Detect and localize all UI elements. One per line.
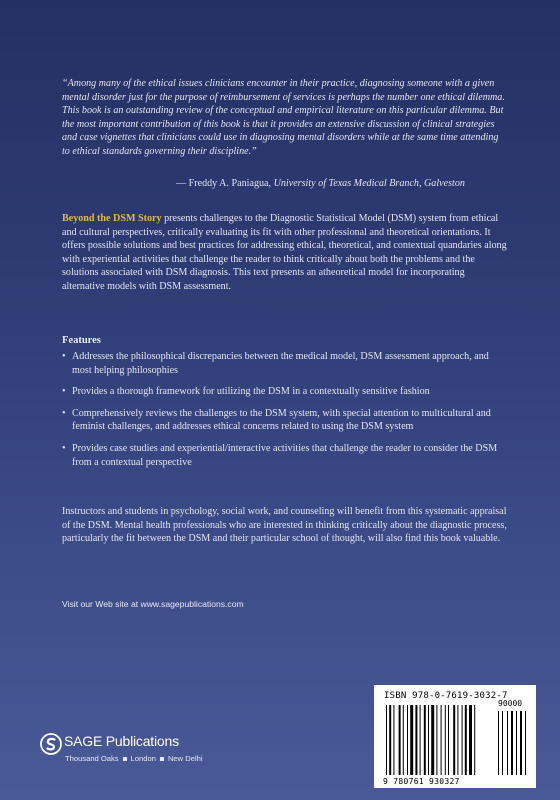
feature-item: • Provides a thorough framework for utilizing the DSM in a contextually sensitive fashion [62, 386, 430, 398]
website-line: Visit our Web site at www.sagepublications.com [62, 599, 244, 609]
addon-bar [516, 711, 517, 775]
barcode-bar [431, 705, 434, 775]
barcode-bar [428, 705, 429, 775]
features-list [62, 350, 508, 477]
barcode-bar [393, 705, 394, 775]
barcode-bar [389, 705, 391, 775]
isbn-text: ISBN 978-0-7619-3032-7 [384, 691, 508, 701]
barcode-bar [441, 705, 442, 775]
ean-digits: 9 780761 930327 [383, 777, 460, 786]
separator-dot [160, 757, 164, 761]
bullet-icon: • [62, 351, 66, 362]
feature-item: • Comprehensively reviews the challenges to the DSM system, with special attention to multicultural and feminist challenges, and addresses ethical concerns related to using the DSM system [62, 407, 491, 433]
sage-emblem-icon [40, 733, 62, 755]
price-addon: 90000 [498, 699, 523, 708]
separator-dot [123, 757, 127, 761]
book-description [62, 212, 507, 294]
barcode-bar [403, 705, 404, 775]
barcode-bar [420, 705, 421, 775]
audience-paragraph: Instructors and students in psychology, social work, and counseling will benefit from this systematic appraisal of the DSM. Mental health professionals who are interested in thinking critically about the diagnostic process, particularly the fit between the DSM and their particular school of thought, will also find this book valuable. [62, 506, 507, 545]
description-text: presents challenges to the Diagnostic Statistical Model (DSM) system from ethical and cultural perspectives, critically evaluating its fit with other professional and theoretical orientations. It offers possible solutions and best practices for addressing ethical, theoretical, and contextual quandaries along with experiential activities that challenge the reader to think critically about both the problems and the solutions associated with DSM diagnosis. This text presents an atheoretical model for incorporating alternative models with DSM assessment. [62, 213, 507, 292]
addon-bar [525, 711, 526, 775]
quote-attribution [176, 177, 516, 191]
barcode-bar [474, 705, 475, 775]
barcode-bar [445, 705, 446, 775]
barcode-bar [407, 705, 408, 775]
barcode-bar [457, 705, 458, 775]
barcode-bar [399, 705, 401, 775]
publisher-locations: Thousand Oaks London New Delhi [65, 754, 203, 763]
bullet-icon: • [62, 442, 66, 454]
barcode-bar [469, 705, 472, 775]
addon-bar [507, 711, 508, 775]
addon-bar [511, 711, 513, 775]
barcode-bar [386, 705, 387, 775]
barcode-bar [453, 705, 455, 775]
barcode-bar [415, 705, 417, 775]
endorsement-quote [62, 77, 507, 159]
addon-bar [520, 711, 522, 775]
feature-item: • Provides case studies and experiential/interactive activities that challenge the reader to consider the DSM from a contextual perspective [62, 442, 498, 468]
book-title: Beyond the DSM Story [62, 213, 162, 224]
isbn-barcode [374, 685, 536, 788]
publisher-name: SAGE Publications [64, 733, 179, 749]
barcode-bar [410, 705, 413, 775]
bullet-icon: • [62, 386, 66, 398]
addon-bar [498, 711, 499, 775]
barcode-bar [436, 705, 437, 775]
quote-text: “Among many of the ethical issues clinicians encounter in their practice, diagnosing someone with a given mental disorder just for the purpose of reimbursement of services is perhaps the number one ethical dilemma. This book is an outstanding review of the conceptual and empirical literature on this particular dilemma. But the most important contribution of this book is that it provides an extensive discussion of clinical strategies and case vignettes that clinicians could use in diagnosing mental disorders while at the same time attending to ethical standards governing their discipline.” [62, 78, 505, 157]
barcode-bar [465, 705, 467, 775]
features-heading: Features [62, 335, 101, 346]
bullet-icon: • [62, 407, 66, 419]
addon-bar [502, 711, 503, 775]
publisher-logo [40, 733, 240, 773]
barcode-bar [424, 705, 426, 775]
barcode-bar [462, 705, 463, 775]
feature-item: • Addresses the philosophical discrepancies between the medical model, DSM assessment approach, and most helping philosophies [62, 351, 489, 376]
quote-author: — Freddy A. Paniagua, [176, 178, 272, 189]
quote-affiliation: University of Texas Medical Branch, Galveston [273, 178, 465, 189]
barcode-bar [448, 705, 449, 775]
